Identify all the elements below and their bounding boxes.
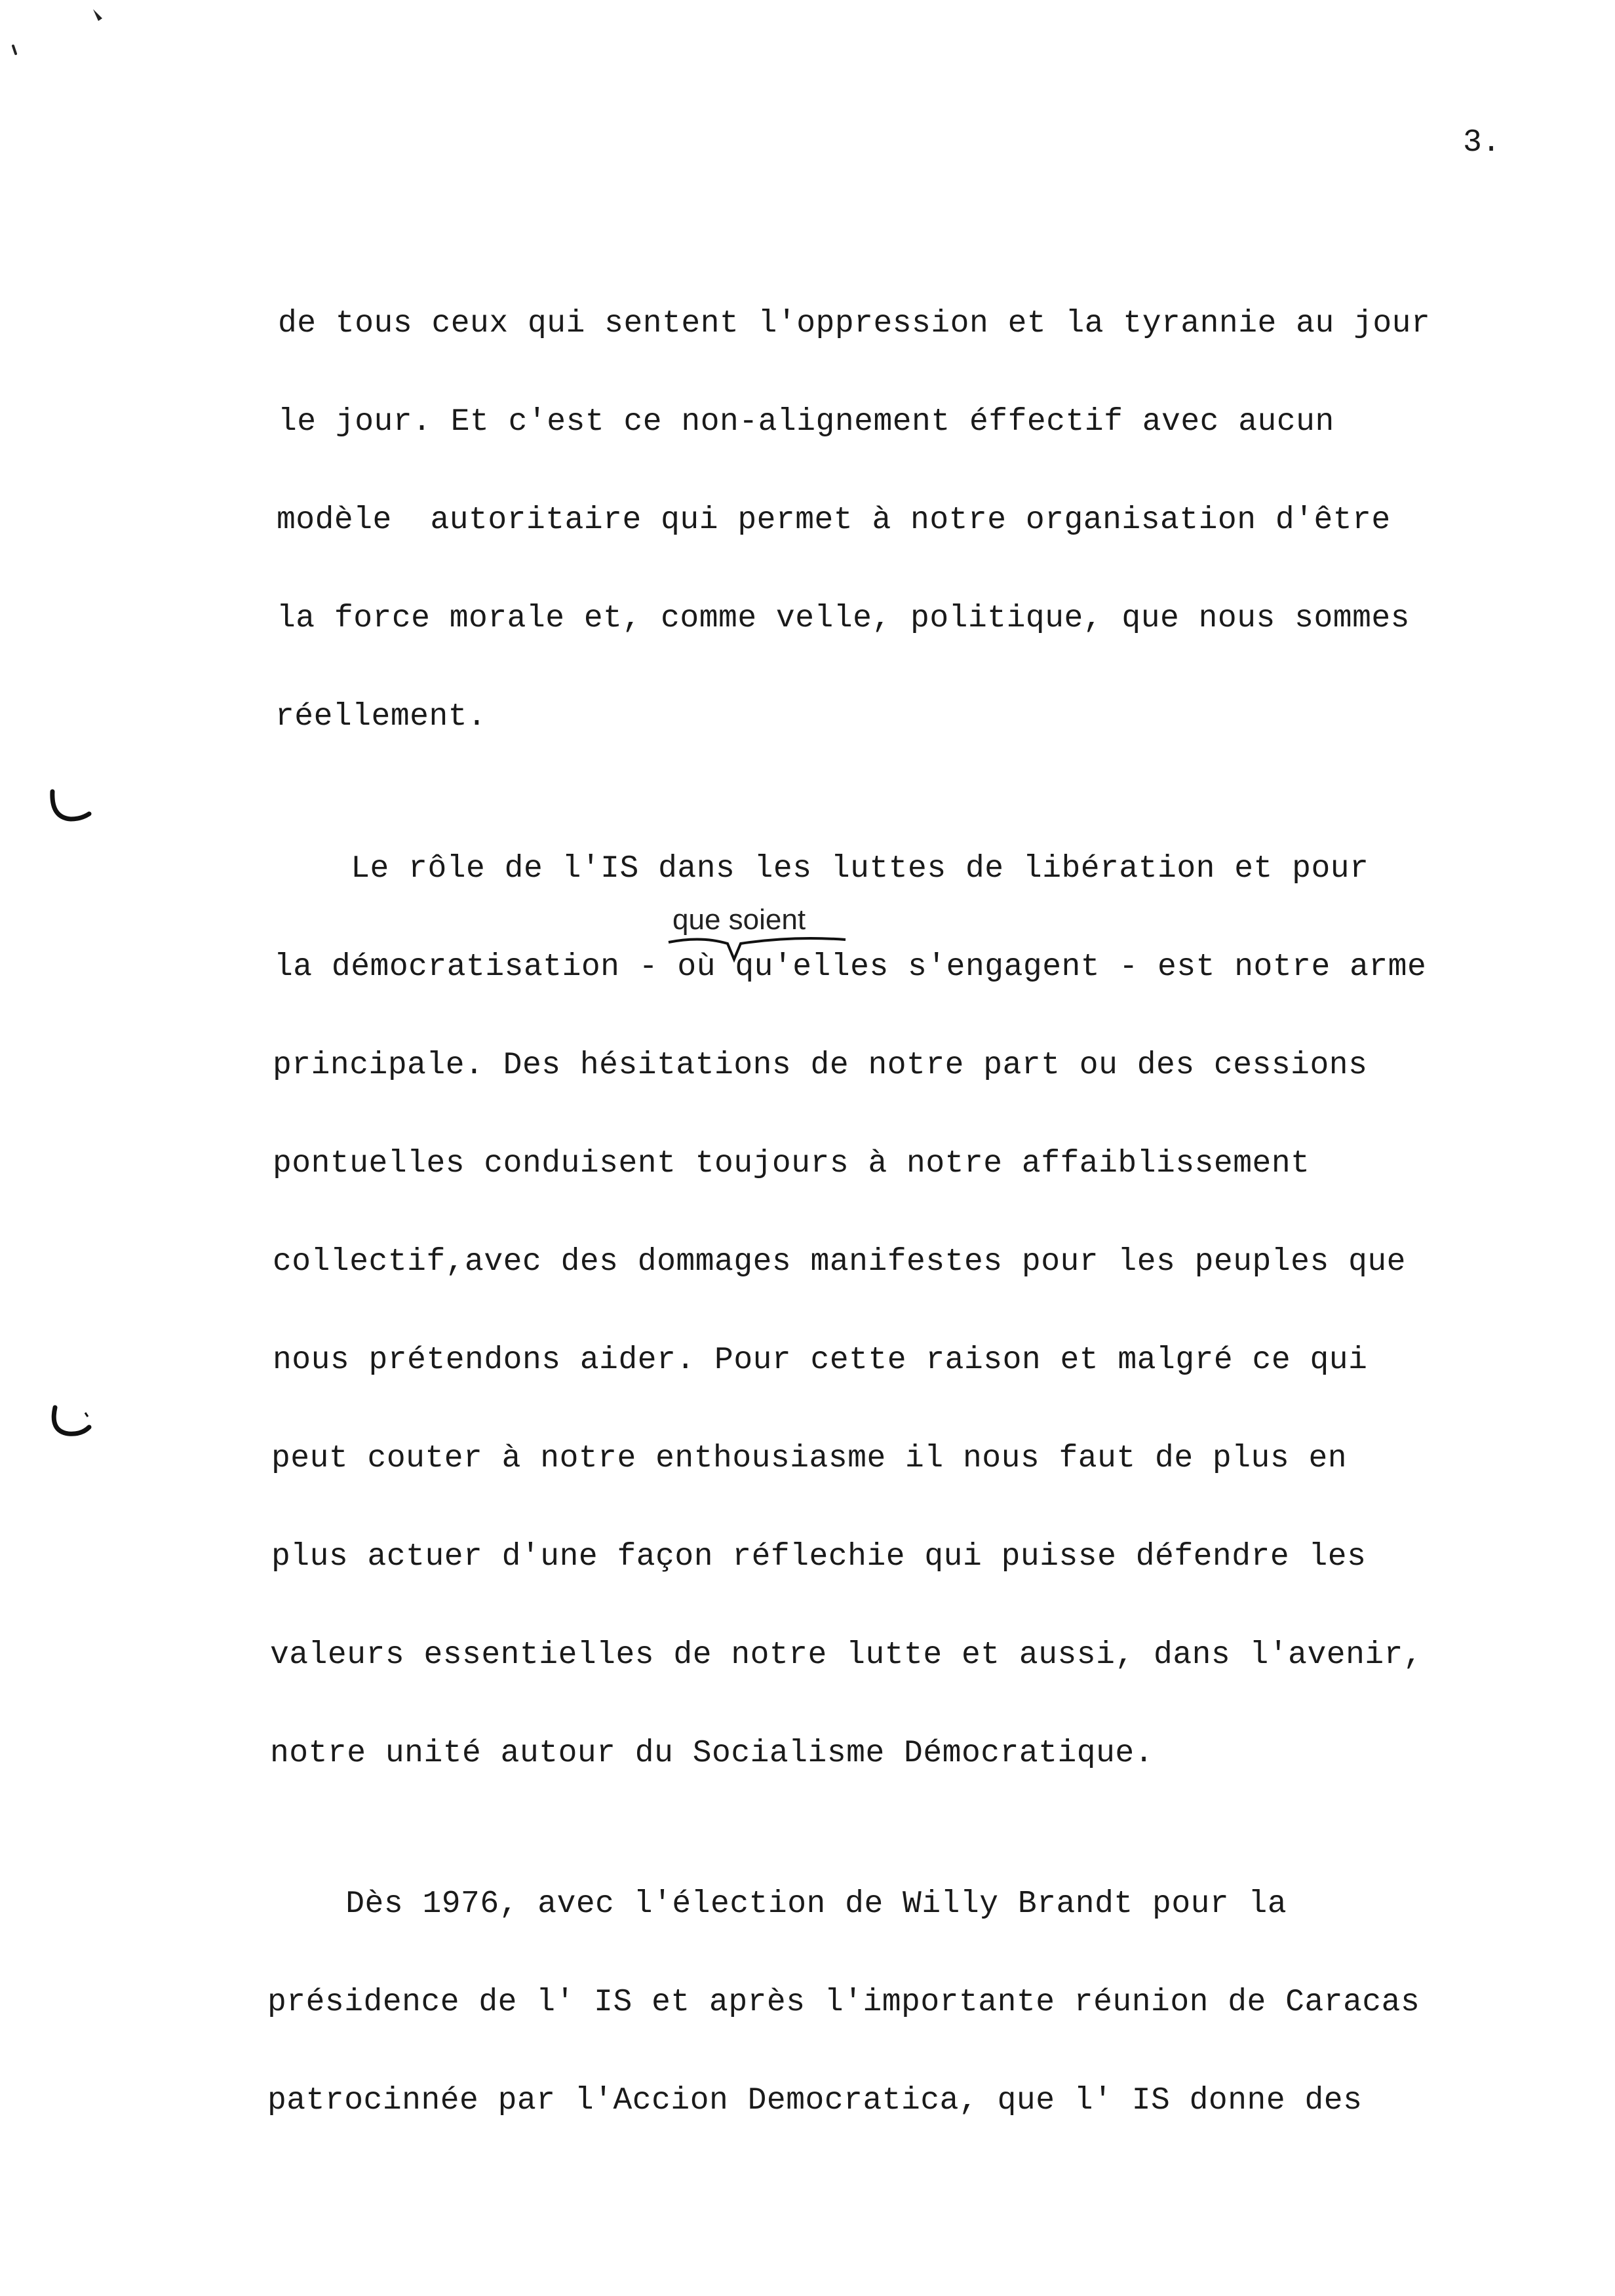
margin-bracket-mark [45, 1402, 97, 1448]
text-line: patrocinnée par l'Accion Democratica, que l' IS donne des [267, 2083, 1363, 2118]
text-line: Dès 1976, avec l'élection de Willy Brandt pour la [269, 1886, 1287, 1922]
text-line: plus actuer d'une façon réflechie qui puisse défendre les [271, 1539, 1367, 1575]
text-line: collectif,avec des dommages manifestes pour les peuples que [273, 1244, 1406, 1280]
text-line: la force morale et, comme velle, politique, que nous sommes [277, 601, 1410, 636]
text-line: de tous ceux qui sentent l'oppression et la tyrannie au jour [278, 306, 1431, 341]
text-line: modèle autoritaire qui permet à notre organisation d'être [277, 503, 1391, 538]
handwritten-insertion: que soient [672, 904, 806, 936]
text-line: principale. Des hésitations de notre part ou des cessions [273, 1048, 1368, 1083]
corner-tick-mark [9, 43, 22, 63]
text-line: présidence de l' IS et après l'importante réunion de Caracas [267, 1985, 1420, 2020]
text-line: valeurs essentielles de notre lutte et aussi, dans l'avenir, [270, 1637, 1423, 1673]
corner-speck-mark [90, 5, 117, 71]
text-line: nous prétendons aider. Pour cette raison et malgré ce qui [273, 1343, 1368, 1378]
text-line: Le rôle de l'IS dans les luttes de libération et pour [274, 851, 1369, 887]
text-line: la démocratisation - où qu'elles s'engagent - est notre arme [274, 949, 1427, 985]
margin-bracket-mark [45, 786, 97, 832]
text-line: pontuelles conduisent toujours à notre affaiblissement [273, 1146, 1310, 1181]
text-line: peut couter à notre enthousiasme il nous faut de plus en [271, 1441, 1348, 1476]
text-line: réellement. [275, 699, 487, 735]
text-line: notre unité autour du Socialisme Démocratique. [270, 1736, 1154, 1771]
text-line: le jour. Et c'est ce non-alignement éffectif avec aucun [278, 404, 1334, 440]
page-number: 3. [1463, 125, 1501, 161]
